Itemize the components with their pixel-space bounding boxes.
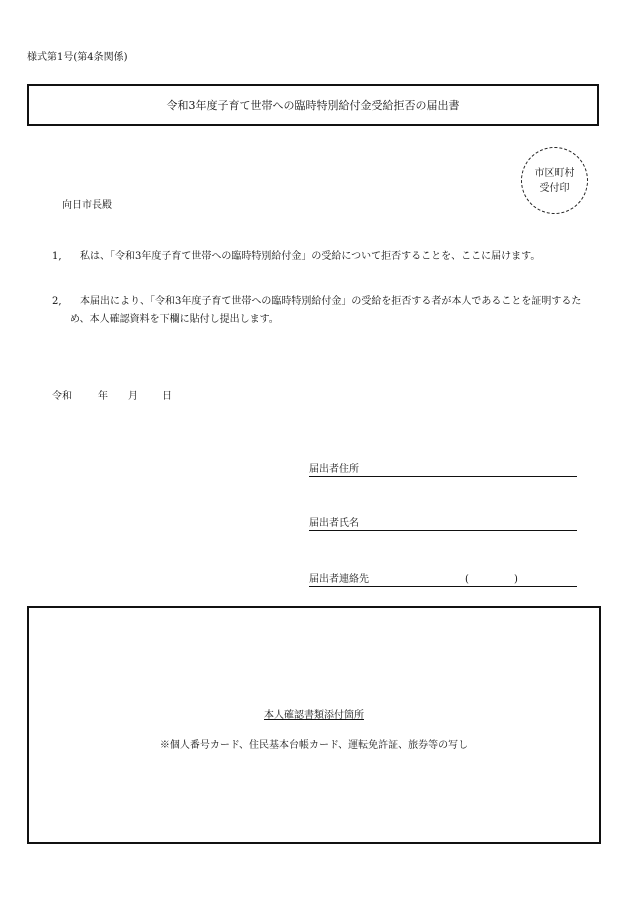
applicant-contact-field[interactable] — [309, 570, 577, 587]
applicant-name-field[interactable] — [309, 514, 577, 531]
applicant-name-label: 届出者氏名 — [309, 518, 359, 529]
addressee: 向日市長殿 — [62, 200, 112, 211]
clause-2 — [52, 293, 582, 329]
date-era: 令和 — [52, 391, 72, 402]
form-number: 様式第1号(第4条関係) — [27, 52, 128, 63]
date-year: 年 — [98, 391, 108, 402]
applicant-address-label: 届出者住所 — [309, 464, 359, 475]
document-title: 令和3年度子育て世帯への臨時特別給付金受給拒否の届出書 — [166, 99, 460, 112]
clause-2-number: 2, — [52, 296, 62, 307]
document-title-box — [27, 84, 599, 126]
date-line — [52, 387, 172, 402]
applicant-contact-label: 届出者連絡先 — [309, 574, 369, 585]
stamp-label-line2: 受付印 — [539, 182, 570, 194]
id-attachment-title — [29, 706, 599, 721]
stamp-label-line1: 市区町村 — [534, 167, 575, 179]
contact-paren-open: ( — [465, 574, 469, 585]
reception-stamp-area — [521, 147, 588, 214]
date-day: 日 — [162, 391, 172, 402]
date-month: 月 — [128, 391, 138, 402]
id-attachment-title-text: 本人確認書類添付箇所 — [264, 710, 364, 721]
applicant-address-field[interactable] — [309, 460, 577, 477]
id-attachment-note: ※個人番号カード、住民基本台帳カード、運転免許証、旅券等の写し — [159, 740, 469, 751]
id-document-attachment-box — [27, 606, 601, 844]
clause-2-text: 本届出により、「令和3年度子育て世帯への臨時特別給付金」の受給を拒否する者が本人であることを証明するため、本人確認資料を下欄に貼付し提出します。 — [70, 296, 582, 325]
clause-1 — [52, 248, 582, 266]
contact-paren-close: ) — [514, 574, 518, 585]
clause-1-number: 1, — [52, 251, 62, 262]
clause-1-text: 私は、「令和3年度子育て世帯への臨時特別給付金」の受給について拒否することを、ここに届けます。 — [80, 251, 541, 262]
